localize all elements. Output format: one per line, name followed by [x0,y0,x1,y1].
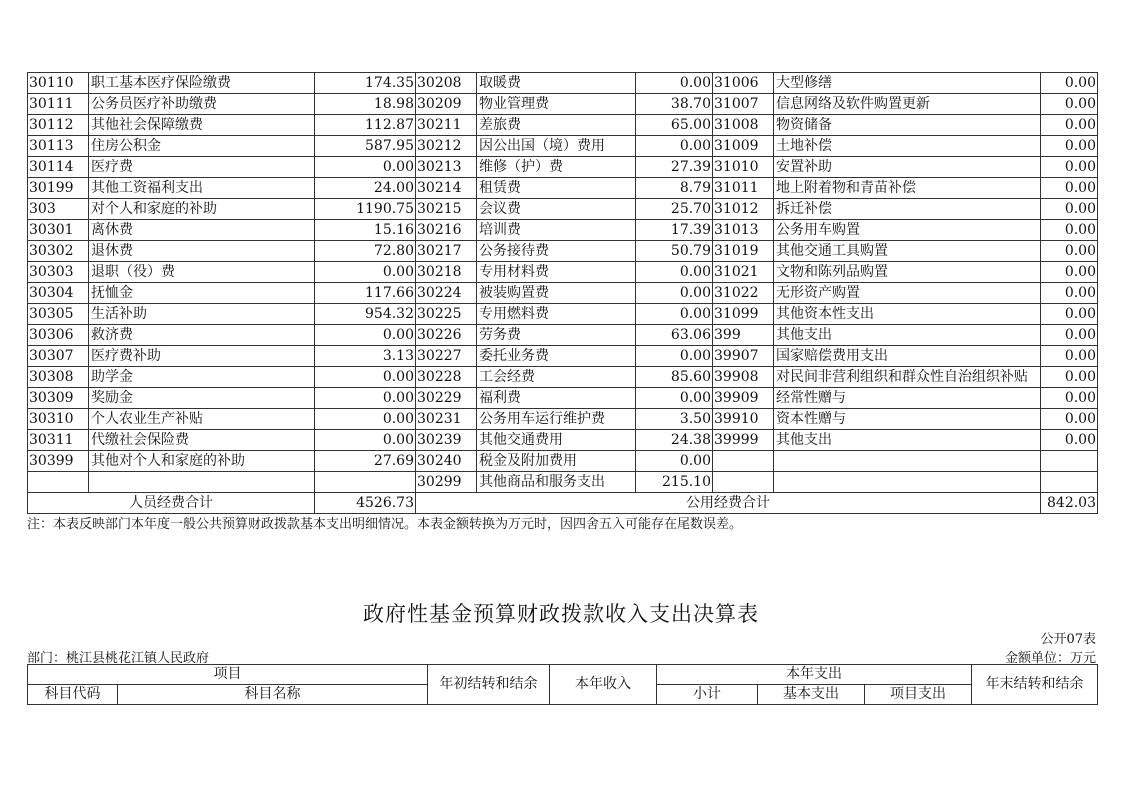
unit-label: 金额单位：万元 [1004,651,1096,666]
cell-name-3: 国家赔偿费用支出 [774,346,1041,367]
cell-code-1: 30199 [28,178,89,199]
cell-code-2: 30229 [416,388,477,409]
page-title: 政府性基金预算财政拨款收入支出决算表 [363,602,759,626]
cell-name-2: 其他交通费用 [477,430,636,451]
table-row [28,178,1098,199]
cell-value-3: 0.00 [1041,283,1098,304]
cell-value-1: 0.00 [315,325,416,346]
header-row-1 [28,665,1098,685]
cell-name-2: 福利费 [477,388,636,409]
fund-budget-table [27,664,1098,705]
cell-name-3: 拆迁补偿 [774,199,1041,220]
cell-name-2: 因公出国（境）费用 [477,136,636,157]
cell-value-3 [1041,451,1098,472]
table-row [28,283,1098,304]
cell-name-1: 退休费 [89,241,315,262]
cell-value-3 [1041,472,1098,493]
table-row [28,241,1098,262]
cell-name-3: 文物和陈列品购置 [774,262,1041,283]
table-row [28,220,1098,241]
cell-code-2: 30240 [416,451,477,472]
cell-code-2: 30211 [416,115,477,136]
cell-value-3: 0.00 [1041,325,1098,346]
cell-value-3: 0.00 [1041,262,1098,283]
cell-value-1: 15.16 [315,220,416,241]
table-row [28,157,1098,178]
cell-code-3: 39907 [713,346,774,367]
cell-code-1: 30307 [28,346,89,367]
cell-code-2: 30212 [416,136,477,157]
cell-value-1: 0.00 [315,367,416,388]
totals-row [28,493,1098,514]
cell-code-2: 30224 [416,283,477,304]
cell-name-3: 物资储备 [774,115,1041,136]
cell-name-2: 培训费 [477,220,636,241]
cell-code-3: 31007 [713,94,774,115]
cell-code-2: 30299 [416,472,477,493]
cell-value-2: 50.79 [636,241,713,262]
cell-code-1: 30110 [28,73,89,94]
header-income: 本年收入 [550,665,657,705]
cell-value-1: 27.69 [315,451,416,472]
table-row [28,73,1098,94]
cell-name-1: 生活补助 [89,304,315,325]
cell-code-3 [713,472,774,493]
cell-code-2: 30228 [416,367,477,388]
cell-value-1: 174.35 [315,73,416,94]
cell-value-3: 0.00 [1041,388,1098,409]
cell-code-1: 30311 [28,430,89,451]
table-body [28,73,1098,493]
table-row [28,325,1098,346]
table-row [28,115,1098,136]
cell-value-3: 0.00 [1041,304,1098,325]
cell-value-2: 27.39 [636,157,713,178]
cell-code-2: 30214 [416,178,477,199]
cell-code-2: 30226 [416,325,477,346]
cell-name-3: 其他支出 [774,325,1041,346]
table-row [28,451,1098,472]
cell-name-2: 取暖费 [477,73,636,94]
cell-code-3: 31010 [713,157,774,178]
cell-value-1: 0.00 [315,430,416,451]
cell-name-3: 其他资本性支出 [774,304,1041,325]
cell-name-1: 抚恤金 [89,283,315,304]
cell-code-1: 303 [28,199,89,220]
cell-name-2: 其他商品和服务支出 [477,472,636,493]
table-row [28,409,1098,430]
cell-value-1: 1190.75 [315,199,416,220]
cell-name-2: 劳务费 [477,325,636,346]
cell-value-2: 65.00 [636,115,713,136]
cell-name-2: 工会经费 [477,367,636,388]
personnel-total-value: 4526.73 [315,493,416,514]
cell-name-2: 公务用车运行维护费 [477,409,636,430]
cell-value-3: 0.00 [1041,94,1098,115]
cell-code-1: 30399 [28,451,89,472]
cell-code-3: 31012 [713,199,774,220]
cell-value-1: 954.32 [315,304,416,325]
cell-value-2: 0.00 [636,304,713,325]
cell-name-3: 土地补偿 [774,136,1041,157]
cell-name-2: 专用燃料费 [477,304,636,325]
cell-name-2: 公务接待费 [477,241,636,262]
cell-code-3: 39910 [713,409,774,430]
cell-code-1: 30301 [28,220,89,241]
cell-name-2: 维修（护）费 [477,157,636,178]
cell-value-2: 0.00 [636,136,713,157]
cell-code-1: 30114 [28,157,89,178]
cell-name-3: 公务用车购置 [774,220,1041,241]
cell-name-2: 税金及附加费用 [477,451,636,472]
cell-code-2: 30227 [416,346,477,367]
cell-name-1: 退职（役）费 [89,262,315,283]
cell-name-3: 其他支出 [774,430,1041,451]
cell-name-3: 对民间非营利组织和群众性自治组织补贴 [774,367,1041,388]
cell-code-2: 30217 [416,241,477,262]
cell-code-3: 399 [713,325,774,346]
table-row [28,262,1098,283]
header-name: 科目名称 [118,685,428,705]
cell-value-3: 0.00 [1041,178,1098,199]
cell-name-1: 助学金 [89,367,315,388]
cell-name-1: 医疗费 [89,157,315,178]
cell-value-1 [315,472,416,493]
cell-name-2: 物业管理费 [477,94,636,115]
cell-value-1: 112.87 [315,115,416,136]
cell-value-2: 17.39 [636,220,713,241]
cell-name-1: 医疗费补助 [89,346,315,367]
header-basic: 基本支出 [758,685,865,705]
cell-code-1: 30305 [28,304,89,325]
cell-value-2: 24.38 [636,430,713,451]
cell-value-3: 0.00 [1041,220,1098,241]
cell-name-1 [89,472,315,493]
cell-name-1: 公务员医疗补助缴费 [89,94,315,115]
cell-code-3: 31021 [713,262,774,283]
cell-name-3: 无形资产购置 [774,283,1041,304]
cell-code-3: 31008 [713,115,774,136]
cell-name-3: 大型修缮 [774,73,1041,94]
table-row [28,94,1098,115]
cell-name-1: 离休费 [89,220,315,241]
cell-value-2: 25.70 [636,199,713,220]
table-note: 注：本表反映部门本年度一般公共预算财政拨款基本支出明细情况。本表金额转换为万元时，因四舍五入可能存在尾数误差。 [27,517,743,532]
cell-code-1: 30310 [28,409,89,430]
header-opening: 年初结转和结余 [428,665,550,705]
cell-code-3: 31099 [713,304,774,325]
cell-code-3: 31006 [713,73,774,94]
cell-value-2: 0.00 [636,283,713,304]
cell-code-2: 30209 [416,94,477,115]
cell-code-3: 39909 [713,388,774,409]
cell-value-3: 0.00 [1041,115,1098,136]
table-row [28,304,1098,325]
cell-value-3: 0.00 [1041,136,1098,157]
public-total-label: 公用经费合计 [416,493,1041,514]
cell-code-3: 31013 [713,220,774,241]
cell-code-1 [28,472,89,493]
cell-value-1: 0.00 [315,262,416,283]
cell-value-1: 0.00 [315,388,416,409]
cell-name-1: 代缴社会保险费 [89,430,315,451]
cell-value-2: 0.00 [636,262,713,283]
cell-name-2: 专用材料费 [477,262,636,283]
table-row [28,346,1098,367]
cell-value-1: 117.66 [315,283,416,304]
cell-value-2: 3.50 [636,409,713,430]
cell-code-1: 30302 [28,241,89,262]
cell-code-3: 31009 [713,136,774,157]
cell-value-2: 0.00 [636,388,713,409]
cell-name-2: 被装购置费 [477,283,636,304]
cell-value-3: 0.00 [1041,409,1098,430]
table-row [28,136,1098,157]
table-row [28,199,1098,220]
cell-code-1: 30112 [28,115,89,136]
cell-code-1: 30113 [28,136,89,157]
header-item: 项目 [28,665,428,685]
cell-code-3 [713,451,774,472]
header-closing: 年末结转和结余 [972,665,1098,705]
cell-name-1: 住房公积金 [89,136,315,157]
cell-name-3: 其他交通工具购置 [774,241,1041,262]
cell-name-2: 会议费 [477,199,636,220]
cell-value-3: 0.00 [1041,73,1098,94]
cell-code-3: 31019 [713,241,774,262]
cell-value-1: 0.00 [315,409,416,430]
table-row [28,430,1098,451]
cell-name-1: 奖励金 [89,388,315,409]
cell-name-2: 租赁费 [477,178,636,199]
cell-code-2: 30213 [416,157,477,178]
cell-value-3: 0.00 [1041,367,1098,388]
header-code: 科目代码 [28,685,118,705]
cell-value-1: 0.00 [315,157,416,178]
personnel-total-label: 人员经费合计 [28,493,315,514]
cell-code-3: 31022 [713,283,774,304]
cell-code-1: 30308 [28,367,89,388]
cell-code-2: 30231 [416,409,477,430]
cell-code-2: 30215 [416,199,477,220]
cell-value-3: 0.00 [1041,241,1098,262]
cell-name-3 [774,451,1041,472]
header-project: 项目支出 [865,685,972,705]
cell-value-2: 85.60 [636,367,713,388]
cell-code-2: 30225 [416,304,477,325]
cell-name-1: 其他社会保障缴费 [89,115,315,136]
cell-value-1: 18.98 [315,94,416,115]
cell-name-3: 地上附着物和青苗补偿 [774,178,1041,199]
cell-value-2: 38.70 [636,94,713,115]
cell-name-1: 对个人和家庭的补助 [89,199,315,220]
cell-value-2: 0.00 [636,346,713,367]
cell-code-2: 30208 [416,73,477,94]
cell-value-2: 8.79 [636,178,713,199]
cell-name-1: 其他对个人和家庭的补助 [89,451,315,472]
cell-name-1: 救济费 [89,325,315,346]
cell-code-2: 30218 [416,262,477,283]
header-subtotal: 小计 [657,685,758,705]
form-number: 公开07表 [1040,632,1096,647]
cell-value-1: 72.80 [315,241,416,262]
cell-code-3: 39999 [713,430,774,451]
cell-code-1: 30306 [28,325,89,346]
department-label: 部门：桃江县桃花江镇人民政府 [27,651,210,666]
cell-code-2: 30239 [416,430,477,451]
table-row [28,367,1098,388]
cell-value-3: 0.00 [1041,346,1098,367]
cell-code-1: 30304 [28,283,89,304]
basic-expenditure-table [27,72,1098,514]
cell-value-3: 0.00 [1041,157,1098,178]
cell-name-1: 个人农业生产补贴 [89,409,315,430]
cell-name-3: 信息网络及软件购置更新 [774,94,1041,115]
cell-name-3: 安置补助 [774,157,1041,178]
cell-name-3: 资本性赠与 [774,409,1041,430]
cell-value-3: 0.00 [1041,430,1098,451]
cell-value-1: 587.95 [315,136,416,157]
cell-value-3: 0.00 [1041,199,1098,220]
cell-name-2: 委托业务费 [477,346,636,367]
cell-name-3: 经常性赠与 [774,388,1041,409]
cell-name-3 [774,472,1041,493]
table-row [28,388,1098,409]
cell-name-1: 其他工资福利支出 [89,178,315,199]
cell-code-1: 30309 [28,388,89,409]
cell-name-1: 职工基本医疗保险缴费 [89,73,315,94]
cell-value-2: 0.00 [636,451,713,472]
public-total-value: 842.03 [1041,493,1098,514]
cell-value-2: 0.00 [636,73,713,94]
table-row [28,472,1098,493]
cell-name-2: 差旅费 [477,115,636,136]
cell-code-1: 30111 [28,94,89,115]
cell-code-2: 30216 [416,220,477,241]
cell-code-3: 31011 [713,178,774,199]
cell-code-3: 39908 [713,367,774,388]
cell-value-1: 3.13 [315,346,416,367]
header-expense: 本年支出 [657,665,972,685]
cell-code-1: 30303 [28,262,89,283]
cell-value-2: 215.10 [636,472,713,493]
cell-value-1: 24.00 [315,178,416,199]
cell-value-2: 63.06 [636,325,713,346]
